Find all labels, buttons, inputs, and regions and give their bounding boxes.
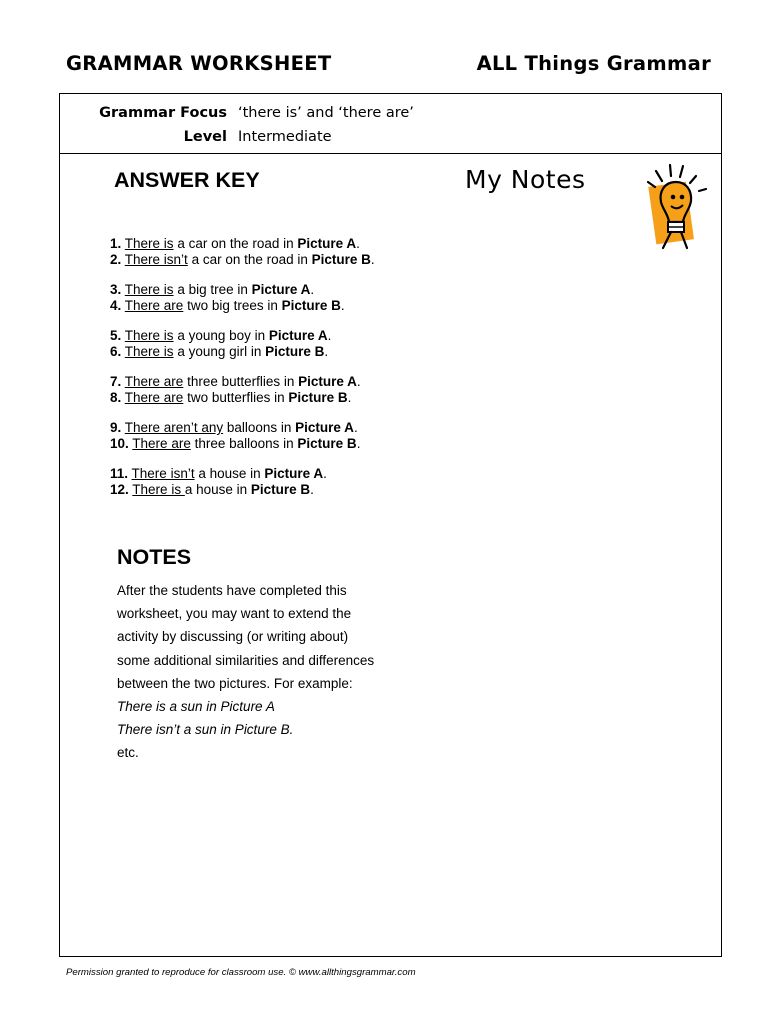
answer-group (110, 328, 375, 360)
worksheet-frame (59, 93, 722, 957)
notes-line: activity by discussing (or writing about) (117, 629, 349, 645)
worksheet-title: GRAMMAR WORKSHEET (66, 52, 332, 75)
grammar-focus-value: ‘there is’ and ‘there are’ (238, 105, 414, 121)
answer-item: 9. There aren’t any balloons in Picture A. (110, 420, 358, 435)
meta-divider (60, 153, 721, 154)
answer-item: 5. There is a young boy in Picture A. (110, 328, 332, 343)
level-row (60, 129, 721, 149)
notes-example: There is a sun in Picture A (117, 699, 275, 715)
answer-item: 10. There are three balloons in Picture B. (110, 436, 361, 451)
level-value: Intermediate (238, 129, 332, 145)
notes-body (117, 579, 417, 765)
answer-key-title: ANSWER KEY (114, 168, 260, 192)
my-notes-label: My Notes (465, 165, 586, 194)
level-label: Level (183, 129, 227, 145)
answer-item: 7. There are three butterflies in Picture A. (110, 374, 361, 389)
notes-line: between the two pictures. For example: (117, 675, 353, 691)
answer-group (110, 420, 375, 452)
notes-line: worksheet, you may want to extend the (117, 606, 352, 622)
lightbulb-icon (646, 162, 712, 254)
notes-etc: etc. (117, 745, 139, 761)
answer-item: 3. There is a big tree in Picture A. (110, 282, 315, 297)
brand-title: ALL Things Grammar (476, 52, 711, 75)
answer-item: 12. There is a house in Picture B. (110, 482, 314, 497)
grammar-focus-label: Grammar Focus (99, 105, 227, 121)
answer-item: 1. There is a car on the road in Picture A. (110, 236, 360, 251)
grammar-focus-row (60, 105, 721, 125)
notes-title: NOTES (117, 545, 192, 569)
notes-line: some additional similarities and differences (117, 652, 375, 668)
answer-item: 11. There isn’t a house in Picture A. (110, 466, 327, 481)
answer-group (110, 466, 375, 498)
footer-permission: Permission granted to reproduce for classroom use. © www.allthingsgrammar.com (66, 967, 416, 978)
answer-item: 8. There are two butterflies in Picture B. (110, 390, 352, 405)
notes-example: There isn’t a sun in Picture B. (117, 722, 294, 738)
answer-group (110, 236, 375, 268)
answer-group (110, 282, 375, 314)
notes-line: After the students have completed this (117, 583, 347, 598)
answer-item: 2. There isn’t a car on the road in Picture B. (110, 252, 375, 267)
answer-item: 4. There are two big trees in Picture B. (110, 298, 345, 313)
answer-item: 6. There is a young girl in Picture B. (110, 344, 329, 359)
answer-group (110, 374, 375, 406)
answer-list (110, 236, 375, 512)
